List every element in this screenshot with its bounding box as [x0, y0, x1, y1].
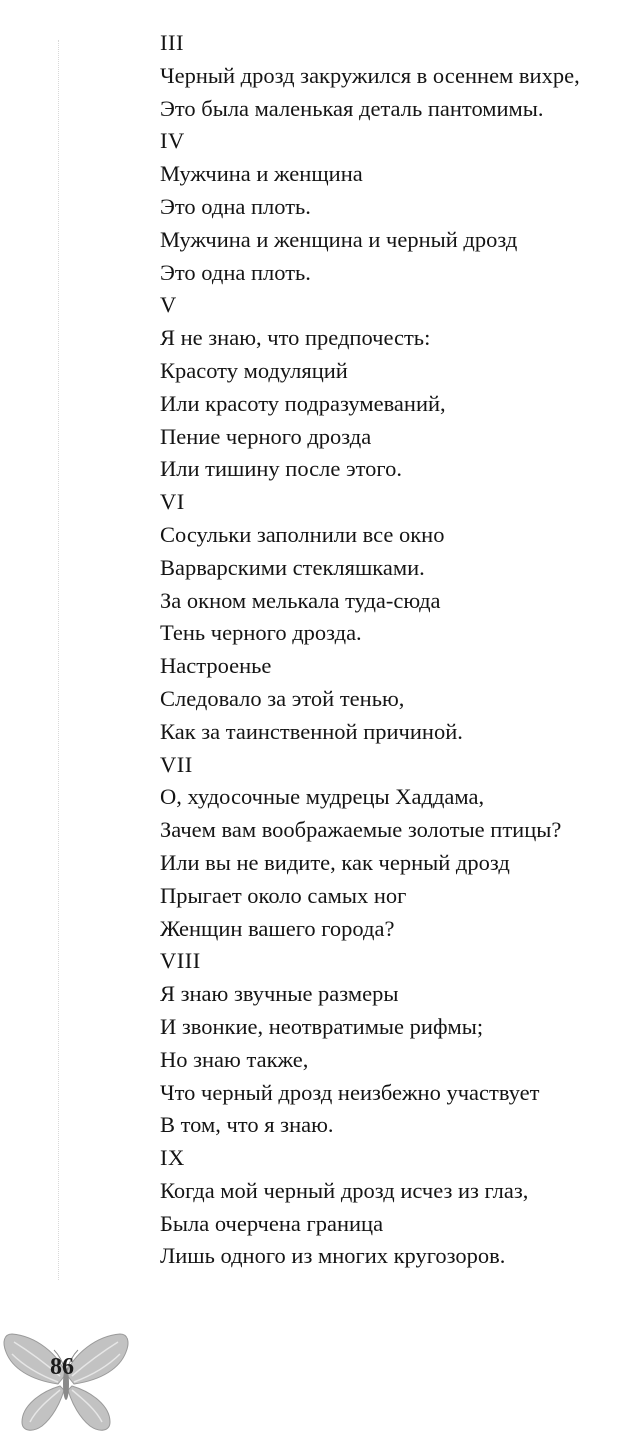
poem-line: Настроенье	[160, 653, 272, 679]
poem-line: Это была маленькая деталь пантомимы.	[160, 95, 544, 121]
poem-line: Тень черного дрозда.	[160, 620, 362, 646]
poem-line: Варварскими стекляшками.	[160, 554, 425, 580]
poem-line: Черный дрозд закружился в осеннем вихре,	[160, 62, 580, 88]
poem-line: Но знаю также,	[160, 1046, 309, 1072]
poem-line: Что черный дрозд неизбежно участвует	[160, 1079, 540, 1105]
poem-line: Это одна плоть.	[160, 259, 311, 285]
section-numeral: IX	[160, 1145, 185, 1171]
poem-line: Следовало за этой тенью,	[160, 685, 405, 711]
section-numeral: VIII	[160, 948, 201, 974]
poem-line: Красоту модуляций	[160, 357, 348, 383]
poem-line: Зачем вам воображаемые золотые птицы?	[160, 817, 562, 843]
poem-text	[160, 27, 610, 1273]
poem-line: Я не знаю, что предпочесть:	[160, 325, 431, 351]
poem-line: Это одна плоть.	[160, 193, 311, 219]
poem-line: Мужчина и женщина и черный дрозд	[160, 226, 518, 252]
poem-line: Женщин вашего города?	[160, 915, 395, 941]
poem-line: Как за таинственной причиной.	[160, 718, 463, 744]
margin-dotted-rule	[58, 40, 59, 1280]
poem-line: Пение черного дрозда	[160, 423, 372, 449]
section-numeral: IV	[160, 128, 185, 154]
poem-line: Или вы не видите, как черный дрозд	[160, 849, 510, 875]
poem-line: Прыгает около самых ног	[160, 882, 407, 908]
section-numeral: VII	[160, 751, 193, 777]
poem-line: Или красоту подразумеваний,	[160, 390, 446, 416]
poem-line: И звонкие, неотвратимые рифмы;	[160, 1013, 484, 1039]
butterfly-icon	[0, 1330, 132, 1434]
section-numeral: III	[160, 30, 184, 55]
section-numeral: V	[160, 292, 177, 318]
poem-line: Или тишину после этого.	[160, 456, 402, 482]
page-number: 86	[50, 1354, 74, 1380]
section-numeral: VI	[160, 489, 185, 515]
poem-line: Когда мой черный дрозд исчез из глаз,	[160, 1177, 529, 1203]
poem-line: В том, что я знаю.	[160, 1112, 334, 1138]
poem-line: Мужчина и женщина	[160, 161, 363, 187]
poem-line: Я знаю звучные размеры	[160, 981, 399, 1007]
poem-line: Сосульки заполнили все окно	[160, 521, 445, 547]
poem-line: Лишь одного из многих кругозоров.	[160, 1243, 506, 1269]
poem-line: За окном мелькала туда-сюда	[160, 587, 441, 613]
poem-line: Была очерчена граница	[160, 1210, 384, 1236]
poem-line: О, худосочные мудрецы Хаддама,	[160, 784, 485, 810]
